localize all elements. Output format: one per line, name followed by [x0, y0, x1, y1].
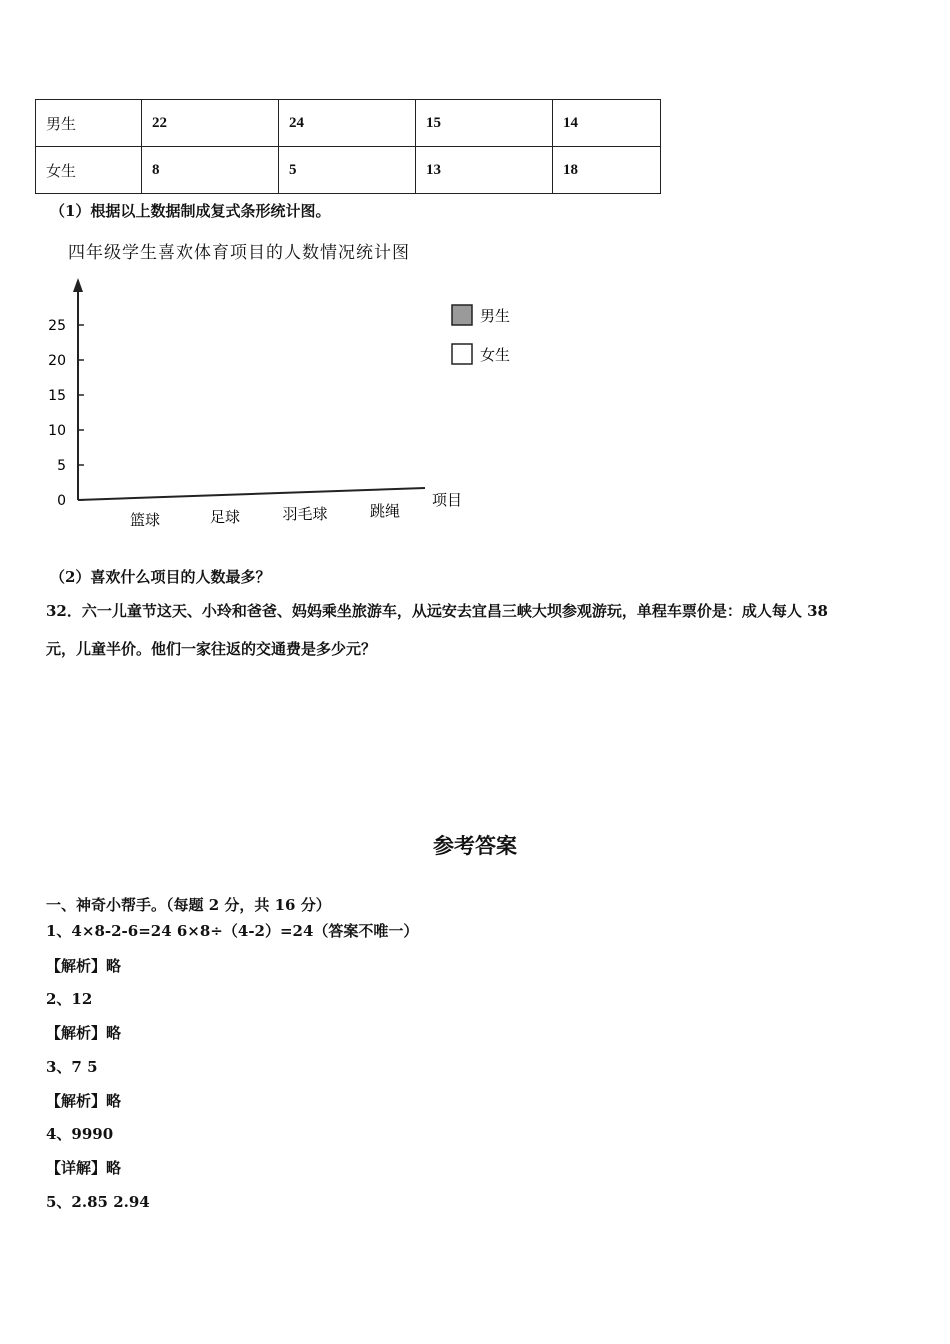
- question-2-text: （2）喜欢什么项目的人数最多？: [50, 568, 271, 586]
- question-1-text: （1）根据以上数据制成复式条形统计图。: [50, 202, 331, 220]
- question-32-line-1: 32．六一儿童节这天、小玲和爸爸、妈妈乘坐旅游车，从远安去宜昌三峡大坝参观游玩，单程车票价是：成人每人 38: [46, 602, 828, 620]
- x-category-label: 足球: [209, 508, 241, 526]
- answer-item: 4、9990: [46, 1125, 114, 1143]
- table-cell: 5: [279, 147, 416, 194]
- table-cell: 22: [142, 100, 279, 147]
- answer-item: 2、12: [46, 990, 93, 1008]
- x-category-label: 篮球: [129, 511, 161, 529]
- x-axis: [78, 488, 425, 500]
- answer-item: 【解析】略: [46, 1092, 122, 1110]
- x-category-label: 羽毛球: [282, 505, 328, 523]
- answers-section-heading: 一、神奇小帮手。（每题 2 分，共 16 分）: [46, 896, 331, 914]
- x-axis-label: 项目: [432, 491, 463, 509]
- chart-title: 四年级学生喜欢体育项目的人数情况统计图: [68, 243, 410, 263]
- table-cell: 24: [279, 100, 416, 147]
- legend-label-boys: 男生: [480, 307, 511, 325]
- table-cell: 13: [416, 147, 553, 194]
- y-axis-arrow: [73, 278, 83, 292]
- table-cell: 8: [142, 147, 279, 194]
- answer-item: 【解析】略: [46, 957, 122, 975]
- y-tick-label: 25: [48, 318, 66, 334]
- y-tick-label: 20: [48, 353, 66, 369]
- legend-label-girls: 女生: [480, 346, 511, 364]
- table-cell: 18: [553, 147, 661, 194]
- bar-chart: [40, 230, 540, 550]
- answer-item: 【详解】略: [46, 1159, 122, 1177]
- data-table: [35, 99, 661, 194]
- y-tick-label: 15: [48, 388, 66, 404]
- table-cell: 15: [416, 100, 553, 147]
- legend-swatch-boys: [452, 305, 472, 325]
- x-categories: [130, 502, 400, 529]
- table-row: [36, 100, 661, 147]
- row-label: 女生: [36, 147, 142, 194]
- answer-item: 1、4×8-2-6=24 6×8÷（4-2）=24（答案不唯一）: [46, 922, 419, 940]
- answer-item: 【解析】略: [46, 1024, 122, 1042]
- y-tick-label: 5: [57, 458, 66, 474]
- legend-swatch-girls: [452, 344, 472, 364]
- question-32-line-2: 元，儿童半价。他们一家往返的交通费是多少元？: [46, 640, 377, 658]
- answers-title: 参考答案: [433, 834, 517, 858]
- answer-item: 3、7 5: [46, 1058, 98, 1076]
- x-category-label: 跳绳: [369, 502, 401, 520]
- y-tick-label: 10: [48, 423, 66, 439]
- row-label: 男生: [36, 100, 142, 147]
- chart-svg: [40, 230, 540, 550]
- table-cell: 14: [553, 100, 661, 147]
- y-tick-label: 0: [57, 493, 66, 509]
- table-row: [36, 147, 661, 194]
- answer-item: 5、2.85 2.94: [46, 1193, 150, 1211]
